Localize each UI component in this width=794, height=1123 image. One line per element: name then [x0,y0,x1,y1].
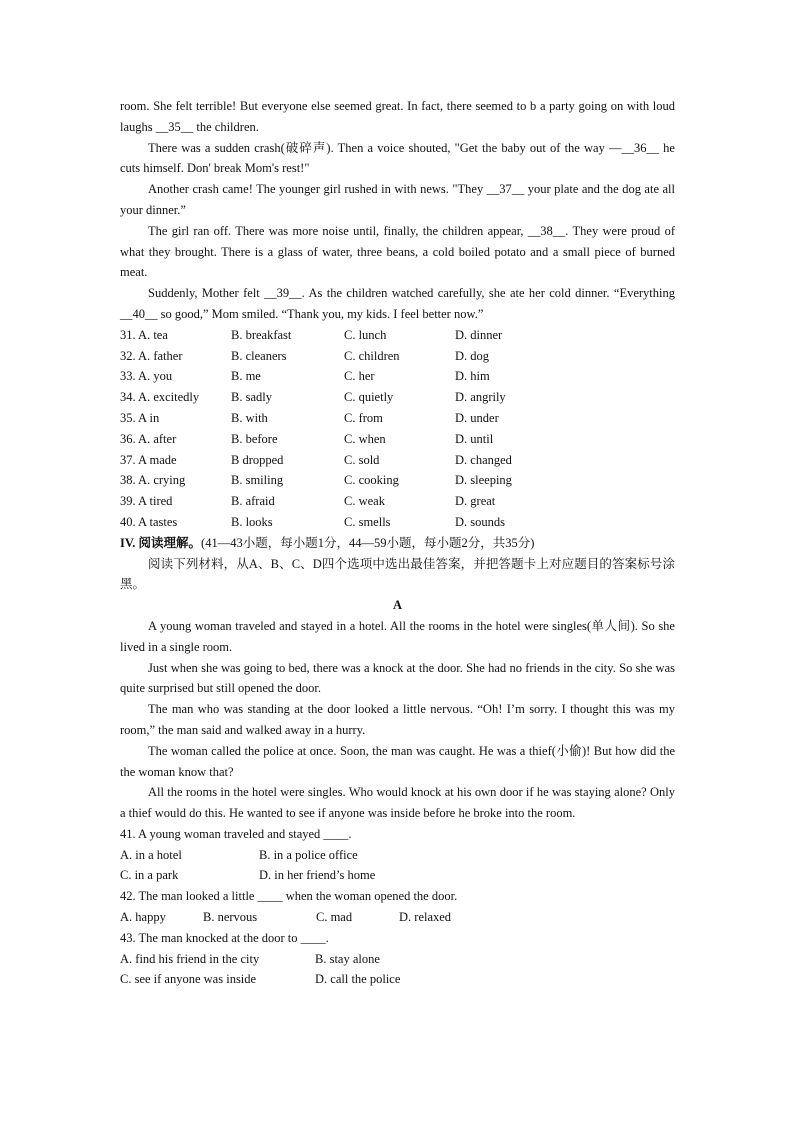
option-d: D. dog [455,348,490,363]
option-d: D. dinner [455,327,503,342]
passage-paragraph: A young woman traveled and stayed in a hotel. All the rooms in the hotel were singles(单人间). So she lived in a single room. [120,618,675,654]
option-c: C. her [344,369,375,384]
option-a: 38. A. crying [120,473,186,488]
cloze-paragraph: Another crash came! The younger girl rushed in with news. "They __37__ your plate and the dog ate all your dinner.” [120,182,675,217]
question-option-row [120,969,675,990]
cloze-option-row [120,429,675,450]
passage-paragraph: Just when she was going to bed, there was a knock at the door. She had no friends in the city. So she was quite surprised but still opened the door. [120,660,675,696]
option-a: A. happy [120,910,166,925]
option-d: D. angrily [455,390,506,405]
question-stem: 41. A young woman traveled and stayed ____. [120,826,352,841]
page-content [120,96,675,990]
option-b: B. stay alone [315,951,380,966]
question-43 [120,928,675,990]
cloze-option-row [120,366,675,387]
question-option-row [120,865,675,886]
option-a: A. find his friend in the city [120,951,260,966]
option-a: 40. A tastes [120,514,178,529]
passage-paragraph: The woman called the police at once. Soon, the man was caught. He was a thief(小偷)! But how did the the woman know that? [120,743,675,779]
question-option-row [120,949,675,970]
cloze-option-row [120,491,675,512]
option-d: D. him [455,369,490,384]
option-b: B. breakfast [231,327,292,342]
option-b: B. me [231,369,261,384]
cloze-paragraph: The girl ran off. There was more noise until, finally, the children appear, __38__. They were proud of what they brought. There is a glass of water, three beans, a cold boiled potato and a small piece of burned meat. [120,223,675,280]
cloze-option-row [120,450,675,471]
option-c: C. quietly [344,390,394,405]
passage-paragraph: All the rooms in the hotel were singles. Who would knock at his own door if he was staying alone? Only a thief would do this. He wanted to see if anyone was inside before he broke into the room. [120,785,675,821]
option-c: C. see if anyone was inside [120,972,257,987]
option-a: 35. A in [120,410,160,425]
option-a: 37. A made [120,452,177,467]
option-a: 31. A. tea [120,327,168,342]
option-b: B. sadly [231,390,272,405]
option-b: B. afraid [231,494,275,509]
question-option-row [120,907,675,928]
cloze-option-row [120,512,675,533]
option-b: B. with [231,410,268,425]
option-a: 36. A. after [120,431,177,446]
cloze-option-row [120,470,675,491]
option-b: B. before [231,431,278,446]
option-a: A. in a hotel [120,847,182,862]
question-stem: 43. The man knocked at the door to ____. [120,930,329,945]
passage-paragraph: The man who was standing at the door looked a little nervous. “Oh! I’m sorry. I thought this was my room,” the man said and walked away in a hurry. [120,702,675,737]
option-d: D. changed [455,452,512,467]
cloze-option-row [120,346,675,367]
cloze-paragraph: room. She felt terrible! But everyone else seemed great. In fact, there seemed to b a party going on with loud laughs __35__ the children. [120,99,675,134]
option-d: D. until [455,431,494,446]
option-b: B. in a police office [259,847,358,862]
option-a: 33. A. you [120,369,173,384]
option-d: D. in her friend’s home [259,868,376,883]
option-d: D. under [455,410,499,425]
question-41 [120,824,675,886]
option-d: D. relaxed [399,910,452,925]
option-c: C. mad [316,910,353,925]
cloze-paragraph: There was a sudden crash(破碎声). Then a voice shouted, "Get the baby out of the way —__36__ he cuts himself. Don' break Mom's rest!" [120,140,675,176]
cloze-paragraph: Suddenly, Mother felt __39__. As the children watched carefully, she ate her cold dinner. “Everything __40__ so good,” Mom smiled. “Thank you, my kids. I feel better now.” [120,286,675,321]
option-b: B. smiling [231,473,284,488]
question-stem: 42. The man looked a little ____ when the woman opened the door. [120,889,458,904]
cloze-option-row [120,325,675,346]
option-a: 39. A tired [120,494,173,509]
option-a: 34. A. excitedly [120,390,200,405]
option-c: C. from [344,410,383,425]
question-option-row [120,845,675,866]
option-d: D. sleeping [455,473,512,488]
option-c: C. lunch [344,327,387,342]
option-c: C. smells [344,514,391,529]
section-heading [120,533,675,554]
section-title: IV. 阅读理解。 [120,535,202,550]
cloze-option-row [120,408,675,429]
option-a: 32. A. father [120,348,183,363]
option-d: D. great [455,494,496,509]
cloze-option-row [120,387,675,408]
option-c: C. cooking [344,473,399,488]
option-c: C. weak [344,494,385,509]
option-c: C. children [344,348,400,363]
option-c: C. sold [344,452,380,467]
section-title-note: (41—43小题，每小题1分，44—59小题，每小题2分，共35分) [201,535,535,550]
option-b: B. cleaners [231,348,287,363]
option-b: B. looks [231,514,273,529]
option-d: D. call the police [315,972,401,987]
section-instruction: 阅读下列材料，从A、B、C、D四个选项中选出最佳答案，并把答题卡上对应题目的答案标号涂黑。 [120,556,675,592]
option-c: C. when [344,431,386,446]
cloze-options-list [120,325,675,533]
option-b: B dropped [231,452,284,467]
question-42 [120,886,675,928]
passage-label: A [392,598,403,613]
option-b: B. nervous [203,910,258,925]
option-d: D. sounds [455,514,506,529]
option-c: C. in a park [120,868,179,883]
